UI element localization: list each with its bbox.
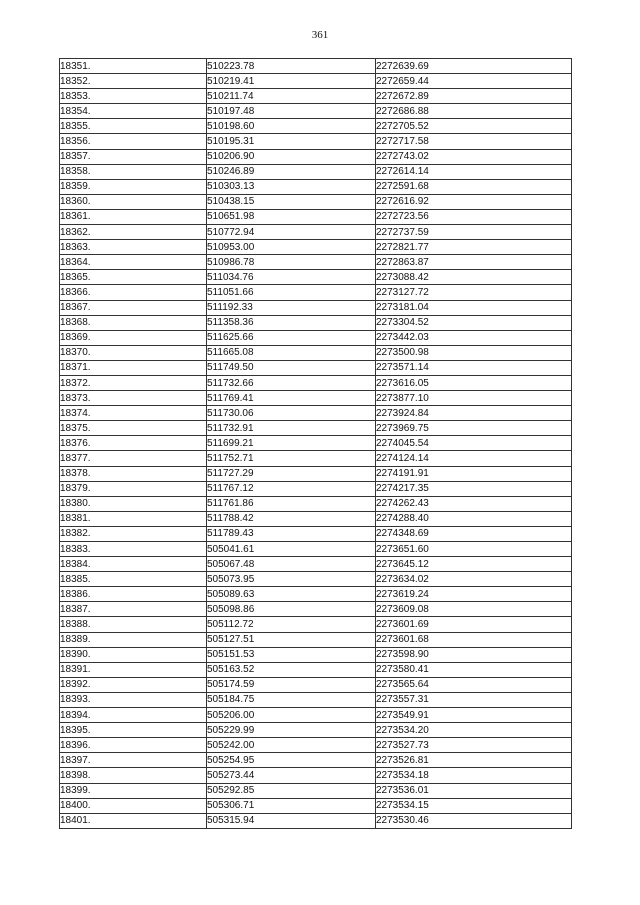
table-row (60, 632, 572, 647)
x-coordinate-cell: 505067.48 (207, 557, 376, 572)
table-row (60, 164, 572, 179)
table-row (60, 330, 572, 345)
y-coordinate-cell: 2272659.44 (376, 74, 572, 89)
y-coordinate-cell: 2273530.46 (376, 813, 572, 828)
y-coordinate-cell: 2273557.31 (376, 692, 572, 707)
table-row (60, 768, 572, 783)
x-coordinate-cell: 510198.60 (207, 119, 376, 134)
table-row (60, 753, 572, 768)
y-coordinate-cell: 2272591.68 (376, 179, 572, 194)
table-row (60, 179, 572, 194)
y-coordinate-cell: 2274217.35 (376, 481, 572, 496)
x-coordinate-cell: 510986.78 (207, 255, 376, 270)
point-number-cell: 18399. (60, 783, 207, 798)
y-coordinate-cell: 2273619.24 (376, 587, 572, 602)
table-row (60, 59, 572, 74)
table-row (60, 587, 572, 602)
point-number-cell: 18372. (60, 375, 207, 390)
y-coordinate-cell: 2273565.64 (376, 677, 572, 692)
y-coordinate-cell: 2273601.69 (376, 617, 572, 632)
table-row (60, 542, 572, 557)
point-number-cell: 18387. (60, 602, 207, 617)
x-coordinate-cell: 511358.36 (207, 315, 376, 330)
x-coordinate-cell: 505089.63 (207, 587, 376, 602)
table-row (60, 391, 572, 406)
y-coordinate-cell: 2274262.43 (376, 496, 572, 511)
x-coordinate-cell: 510197.48 (207, 104, 376, 119)
x-coordinate-cell: 511752.71 (207, 451, 376, 466)
y-coordinate-cell: 2272821.77 (376, 240, 572, 255)
table-row (60, 421, 572, 436)
table-row (60, 436, 572, 451)
x-coordinate-cell: 511769.41 (207, 391, 376, 406)
table-row (60, 74, 572, 89)
y-coordinate-cell: 2273634.02 (376, 572, 572, 587)
y-coordinate-cell: 2272614.14 (376, 164, 572, 179)
x-coordinate-cell: 505163.52 (207, 662, 376, 677)
table-row (60, 692, 572, 707)
y-coordinate-cell: 2272743.02 (376, 149, 572, 164)
table-row (60, 255, 572, 270)
x-coordinate-cell: 511732.91 (207, 421, 376, 436)
x-coordinate-cell: 511625.66 (207, 330, 376, 345)
y-coordinate-cell: 2273536.01 (376, 783, 572, 798)
point-number-cell: 18385. (60, 572, 207, 587)
y-coordinate-cell: 2273088.42 (376, 270, 572, 285)
y-coordinate-cell: 2274288.40 (376, 511, 572, 526)
point-number-cell: 18400. (60, 798, 207, 813)
table-row (60, 617, 572, 632)
x-coordinate-cell: 505292.85 (207, 783, 376, 798)
point-number-cell: 18357. (60, 149, 207, 164)
y-coordinate-cell: 2272723.56 (376, 209, 572, 224)
x-coordinate-cell: 505315.94 (207, 813, 376, 828)
table-row (60, 345, 572, 360)
y-coordinate-cell: 2273969.75 (376, 421, 572, 436)
x-coordinate-cell: 511192.33 (207, 300, 376, 315)
table-row (60, 481, 572, 496)
x-coordinate-cell: 505242.00 (207, 738, 376, 753)
table-row (60, 300, 572, 315)
table-row (60, 225, 572, 240)
point-number-cell: 18391. (60, 662, 207, 677)
point-number-cell: 18395. (60, 723, 207, 738)
point-number-cell: 18390. (60, 647, 207, 662)
table-row (60, 738, 572, 753)
point-number-cell: 18374. (60, 406, 207, 421)
y-coordinate-cell: 2273527.73 (376, 738, 572, 753)
table-row (60, 708, 572, 723)
y-coordinate-cell: 2272686.88 (376, 104, 572, 119)
table-row (60, 798, 572, 813)
x-coordinate-cell: 511789.43 (207, 526, 376, 541)
x-coordinate-cell: 511767.12 (207, 481, 376, 496)
y-coordinate-cell: 2274191.91 (376, 466, 572, 481)
point-number-cell: 18360. (60, 194, 207, 209)
table-row (60, 783, 572, 798)
x-coordinate-cell: 505184.75 (207, 692, 376, 707)
y-coordinate-cell: 2273534.15 (376, 798, 572, 813)
y-coordinate-cell: 2273571.14 (376, 360, 572, 375)
point-number-cell: 18351. (60, 59, 207, 74)
y-coordinate-cell: 2273877.10 (376, 391, 572, 406)
point-number-cell: 18383. (60, 542, 207, 557)
point-number-cell: 18389. (60, 632, 207, 647)
x-coordinate-cell: 510651.98 (207, 209, 376, 224)
table-row (60, 466, 572, 481)
table-row (60, 572, 572, 587)
y-coordinate-cell: 2272717.58 (376, 134, 572, 149)
x-coordinate-cell: 511051.66 (207, 285, 376, 300)
y-coordinate-cell: 2273580.41 (376, 662, 572, 677)
point-number-cell: 18379. (60, 481, 207, 496)
x-coordinate-cell: 505098.86 (207, 602, 376, 617)
point-number-cell: 18366. (60, 285, 207, 300)
point-number-cell: 18359. (60, 179, 207, 194)
point-number-cell: 18358. (60, 164, 207, 179)
point-number-cell: 18381. (60, 511, 207, 526)
point-number-cell: 18367. (60, 300, 207, 315)
x-coordinate-cell: 510953.00 (207, 240, 376, 255)
y-coordinate-cell: 2272863.87 (376, 255, 572, 270)
point-number-cell: 18368. (60, 315, 207, 330)
point-number-cell: 18386. (60, 587, 207, 602)
point-number-cell: 18365. (60, 270, 207, 285)
table-row (60, 209, 572, 224)
point-number-cell: 18354. (60, 104, 207, 119)
x-coordinate-cell: 510246.89 (207, 164, 376, 179)
y-coordinate-cell: 2272672.89 (376, 89, 572, 104)
x-coordinate-cell: 511732.66 (207, 375, 376, 390)
x-coordinate-cell: 510303.13 (207, 179, 376, 194)
x-coordinate-cell: 511788.42 (207, 511, 376, 526)
x-coordinate-cell: 510211.74 (207, 89, 376, 104)
x-coordinate-cell: 505174.59 (207, 677, 376, 692)
point-number-cell: 18401. (60, 813, 207, 828)
x-coordinate-cell: 505127.51 (207, 632, 376, 647)
x-coordinate-cell: 510219.41 (207, 74, 376, 89)
y-coordinate-cell: 2273534.18 (376, 768, 572, 783)
y-coordinate-cell: 2273598.90 (376, 647, 572, 662)
table-row (60, 119, 572, 134)
point-number-cell: 18370. (60, 345, 207, 360)
table-row (60, 149, 572, 164)
table-row (60, 496, 572, 511)
y-coordinate-cell: 2274124.14 (376, 451, 572, 466)
y-coordinate-cell: 2273924.84 (376, 406, 572, 421)
x-coordinate-cell: 505151.53 (207, 647, 376, 662)
x-coordinate-cell: 505273.44 (207, 768, 376, 783)
table-row (60, 451, 572, 466)
table-row (60, 723, 572, 738)
table-row (60, 375, 572, 390)
point-number-cell: 18394. (60, 708, 207, 723)
point-number-cell: 18356. (60, 134, 207, 149)
point-number-cell: 18376. (60, 436, 207, 451)
table-row (60, 557, 572, 572)
table-row (60, 89, 572, 104)
table-row (60, 194, 572, 209)
x-coordinate-cell: 505229.99 (207, 723, 376, 738)
y-coordinate-cell: 2273609.08 (376, 602, 572, 617)
x-coordinate-cell: 511761.86 (207, 496, 376, 511)
table-row (60, 813, 572, 828)
point-number-cell: 18392. (60, 677, 207, 692)
point-number-cell: 18371. (60, 360, 207, 375)
table-row (60, 662, 572, 677)
table-row (60, 285, 572, 300)
x-coordinate-cell: 505306.71 (207, 798, 376, 813)
y-coordinate-cell: 2272705.52 (376, 119, 572, 134)
y-coordinate-cell: 2273651.60 (376, 542, 572, 557)
point-number-cell: 18353. (60, 89, 207, 104)
y-coordinate-cell: 2273442.03 (376, 330, 572, 345)
x-coordinate-cell: 510206.90 (207, 149, 376, 164)
x-coordinate-cell: 505206.00 (207, 708, 376, 723)
y-coordinate-cell: 2272639.69 (376, 59, 572, 74)
x-coordinate-cell: 505112.72 (207, 617, 376, 632)
point-number-cell: 18375. (60, 421, 207, 436)
y-coordinate-cell: 2273127.72 (376, 285, 572, 300)
coordinates-table (59, 58, 572, 829)
y-coordinate-cell: 2272616.92 (376, 194, 572, 209)
y-coordinate-cell: 2273534.20 (376, 723, 572, 738)
x-coordinate-cell: 510438.15 (207, 194, 376, 209)
table-row (60, 511, 572, 526)
table-row (60, 270, 572, 285)
y-coordinate-cell: 2273616.05 (376, 375, 572, 390)
y-coordinate-cell: 2274348.69 (376, 526, 572, 541)
x-coordinate-cell: 511699.21 (207, 436, 376, 451)
point-number-cell: 18396. (60, 738, 207, 753)
y-coordinate-cell: 2272737.59 (376, 225, 572, 240)
x-coordinate-cell: 511665.08 (207, 345, 376, 360)
point-number-cell: 18398. (60, 768, 207, 783)
x-coordinate-cell: 505073.95 (207, 572, 376, 587)
x-coordinate-cell: 505254.95 (207, 753, 376, 768)
y-coordinate-cell: 2273500.98 (376, 345, 572, 360)
y-coordinate-cell: 2273181.04 (376, 300, 572, 315)
point-number-cell: 18378. (60, 466, 207, 481)
point-number-cell: 18369. (60, 330, 207, 345)
point-number-cell: 18361. (60, 209, 207, 224)
point-number-cell: 18373. (60, 391, 207, 406)
point-number-cell: 18388. (60, 617, 207, 632)
point-number-cell: 18397. (60, 753, 207, 768)
table-row (60, 104, 572, 119)
table-row (60, 677, 572, 692)
table-row (60, 602, 572, 617)
table-row (60, 134, 572, 149)
x-coordinate-cell: 511730.06 (207, 406, 376, 421)
y-coordinate-cell: 2273645.12 (376, 557, 572, 572)
point-number-cell: 18355. (60, 119, 207, 134)
point-number-cell: 18377. (60, 451, 207, 466)
table-row (60, 240, 572, 255)
coordinates-table-body (60, 59, 572, 829)
y-coordinate-cell: 2273304.52 (376, 315, 572, 330)
point-number-cell: 18380. (60, 496, 207, 511)
x-coordinate-cell: 510223.78 (207, 59, 376, 74)
point-number-cell: 18393. (60, 692, 207, 707)
point-number-cell: 18384. (60, 557, 207, 572)
y-coordinate-cell: 2273549.91 (376, 708, 572, 723)
table-row (60, 360, 572, 375)
point-number-cell: 18382. (60, 526, 207, 541)
page-number: 361 (311, 29, 329, 41)
y-coordinate-cell: 2273601.68 (376, 632, 572, 647)
point-number-cell: 18352. (60, 74, 207, 89)
y-coordinate-cell: 2273526.81 (376, 753, 572, 768)
point-number-cell: 18362. (60, 225, 207, 240)
x-coordinate-cell: 511749.50 (207, 360, 376, 375)
point-number-cell: 18364. (60, 255, 207, 270)
table-row (60, 647, 572, 662)
table-row (60, 406, 572, 421)
x-coordinate-cell: 510195.31 (207, 134, 376, 149)
point-number-cell: 18363. (60, 240, 207, 255)
table-row (60, 526, 572, 541)
y-coordinate-cell: 2274045.54 (376, 436, 572, 451)
x-coordinate-cell: 510772.94 (207, 225, 376, 240)
x-coordinate-cell: 505041.61 (207, 542, 376, 557)
x-coordinate-cell: 511727.29 (207, 466, 376, 481)
table-row (60, 315, 572, 330)
x-coordinate-cell: 511034.76 (207, 270, 376, 285)
